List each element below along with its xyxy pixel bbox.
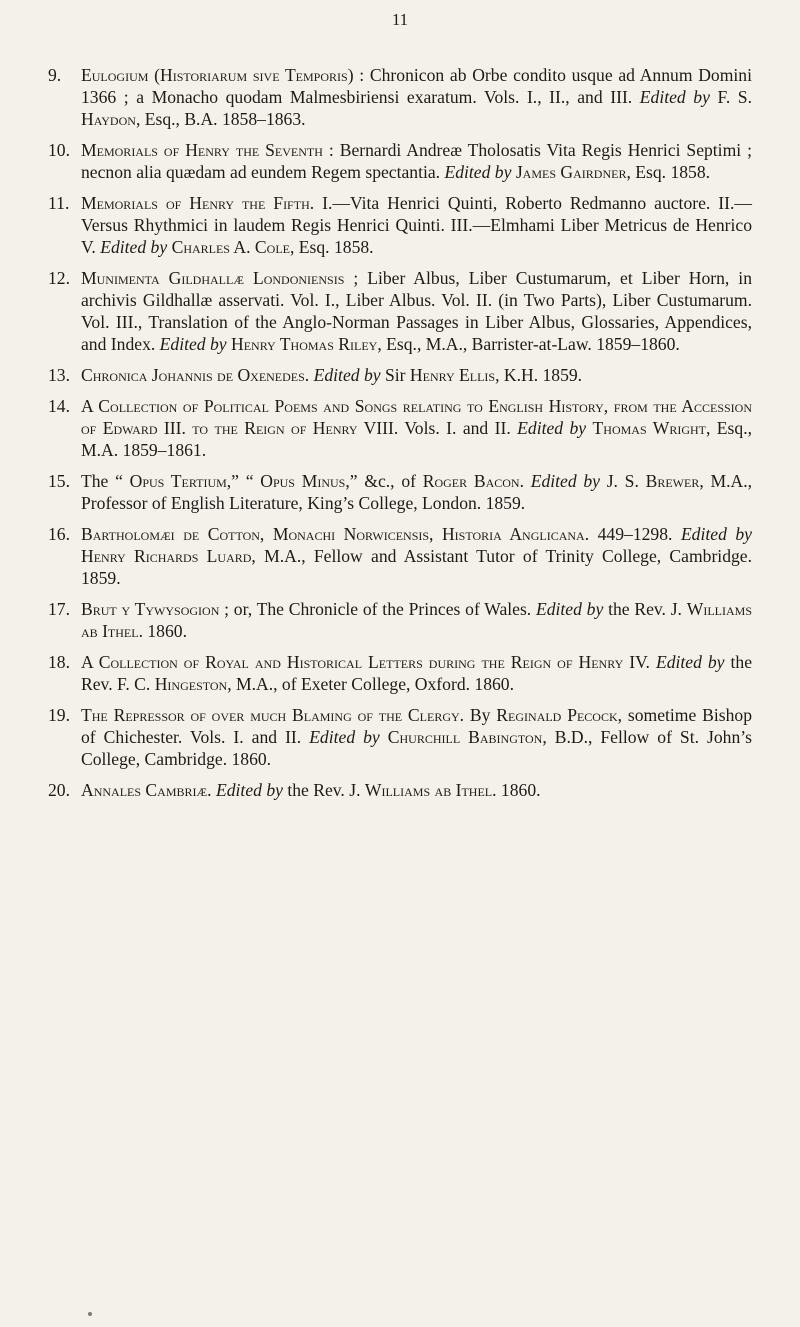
edited-by-text: Edited by	[444, 162, 512, 182]
entry-text: ,” “	[226, 471, 261, 491]
entry-text: : Chronicon ab Orbe condito usque ad Annum Domini 1366 ; a Monacho quodam Malmesbiriensi exaratum. Vols. I., II., and III.	[81, 65, 752, 107]
entry-number: 18.	[48, 652, 70, 672]
edited-by-text: Edited by	[530, 471, 600, 491]
entry-text: the Rev. J.	[603, 599, 687, 619]
entry-text	[380, 727, 388, 747]
edited-by-text: Edited by	[100, 237, 168, 257]
entry-number: 16.	[48, 524, 70, 544]
entry-number: 11.	[48, 193, 70, 213]
page-number: 11	[391, 10, 409, 29]
edited-by-text: Edited by	[517, 418, 587, 438]
catalogue-entry	[48, 64, 752, 130]
entry-text: , B.D., Fellow of St. John’s College, Cambridge. 1860.	[81, 727, 752, 769]
entry-text: , Esq. 1858.	[626, 162, 711, 182]
entry-title-text: Chronica Johannis de Oxenedes.	[81, 365, 310, 385]
entry-title-text: Henry Thomas Riley	[231, 334, 378, 354]
entry-title-text: Henry Richards Luard	[81, 546, 252, 566]
entry-text: , M.A., Professor of English Literature, King’s College, London. 1859.	[81, 471, 752, 513]
entry-text	[524, 471, 531, 491]
entry-title-text: Churchill Babington	[387, 727, 543, 747]
entry-number: 14.	[48, 396, 70, 416]
entry-text: , M.A., of Exeter College, Oxford. 1860.	[227, 674, 515, 694]
edited-by-text: Edited by	[216, 780, 283, 800]
catalogue-entry	[48, 192, 752, 258]
entry-title-text: Roger Bacon.	[422, 471, 524, 491]
edited-by-text: Edited by	[535, 599, 604, 619]
entry-title-text: Henry Ellis	[409, 365, 496, 385]
entry-number: 10.	[48, 140, 70, 160]
entry-number: 9.	[48, 65, 62, 85]
edited-by-text: Edited by	[309, 727, 380, 747]
edited-by-text: Edited by	[159, 334, 227, 354]
catalogue-entries	[48, 64, 752, 810]
entry-text: I.—Vita Henrici Quinti, Roberto Redmanno auctore. II.—Versus Rhythmici in laudem Regis Henrici Quinti. III.—Elmhami Liber Metricus de Henrico V.	[81, 193, 752, 257]
entry-title-text: Brut y Tywysogion	[81, 599, 220, 619]
catalogue-entry	[48, 395, 752, 461]
catalogue-entry	[48, 267, 752, 355]
entry-title-text: Charles A. Cole	[171, 237, 290, 257]
entry-text: 449–1298.	[589, 524, 681, 544]
entry-title-text: The Repressor of over much Blaming of the Clergy.	[81, 705, 465, 725]
entry-text: The “	[81, 471, 130, 491]
catalogue-entry	[48, 598, 752, 642]
entry-text: , Esq. 1858.	[289, 237, 374, 257]
catalogue-entry	[48, 704, 752, 770]
entry-text: J. S.	[599, 471, 646, 491]
entry-title-text: Eulogium (Historiarum sive Temporis)	[81, 65, 354, 85]
entry-text: : Bernardi Andreæ Tholosatis Vita Regis Henrici Septimi ; necnon alia quædam ad eundem Regem spectantia.	[81, 140, 752, 182]
entry-text: 1860.	[496, 780, 541, 800]
entry-number: 13.	[48, 365, 70, 385]
catalogue-entry	[48, 470, 752, 514]
entry-text: the Rev. J.	[282, 780, 365, 800]
entry-text: , sometime Bishop of Chichester. Vols. I. and II.	[81, 705, 752, 747]
entry-title-text: Williams ab Ithel.	[364, 780, 497, 800]
entry-text: By	[464, 705, 497, 725]
entry-title-text: A Collection of Royal and Historical Letters during the Reign of Henry IV.	[81, 652, 650, 672]
entry-number: 15.	[48, 471, 70, 491]
entry-text: Vols. I. and II.	[398, 418, 518, 438]
entry-text: ; Liber Albus, Liber Custumarum, et Liber Horn, in archivis Gildhallæ asservati. Vol. I., Liber Albus. Vol. II. (in Two Parts), Liber Custumarum. Vol. III., Translation of the Anglo-Norman Passages in Liber Albus, Glossaries, Appendices, and Index.	[81, 268, 752, 354]
entry-number: 17.	[48, 599, 70, 619]
entry-text: F. S.	[709, 87, 752, 107]
entry-text: Sir	[380, 365, 410, 385]
entry-title-text: A Collection of Political Poems and Songs relating to English History, from the Accession of Edward III. to the Reign of Henry VIII.	[81, 396, 752, 438]
entry-title-text: Annales Cambriæ.	[81, 780, 212, 800]
entry-title-text: Haydon	[81, 109, 136, 129]
entry-text: , K.H. 1859.	[495, 365, 583, 385]
page-blemish	[88, 1312, 92, 1316]
entry-title-text: Reginald Pecock	[496, 705, 618, 725]
entry-title-text: Hingeston	[154, 674, 228, 694]
entry-title-text: Thomas Wright	[592, 418, 706, 438]
entry-title-text: Williams ab Ithel.	[81, 599, 752, 641]
entry-title-text: Opus Minus	[260, 471, 346, 491]
entry-text: , M.A., Fellow and Assistant Tutor of Trinity College, Cambridge. 1859.	[81, 546, 752, 588]
catalogue-entry	[48, 364, 752, 386]
catalogue-entry	[48, 779, 752, 801]
entry-title-text: James Gairdner	[515, 162, 627, 182]
entry-text: , Esq., B.A. 1858–1863.	[135, 109, 306, 129]
catalogue-entry	[48, 651, 752, 695]
entry-number: 12.	[48, 268, 70, 288]
entry-number: 20.	[48, 780, 70, 800]
entry-text: ; or, The Chronicle of the Princes of Wales.	[219, 599, 536, 619]
edited-by-text: Edited by	[680, 524, 752, 544]
entry-text: 1860.	[142, 621, 187, 641]
entry-title-text: Memorials of Henry the Seventh	[81, 140, 323, 160]
entry-title-text: Opus Tertium	[129, 471, 227, 491]
edited-by-text: Edited by	[639, 87, 710, 107]
catalogue-entry	[48, 139, 752, 183]
catalogue-entry	[48, 523, 752, 589]
entry-title-text: Munimenta Gildhallæ Londoniensis	[81, 268, 345, 288]
entry-title-text: Memorials of Henry the Fifth.	[81, 193, 315, 213]
entry-text: the Rev. F. C.	[81, 652, 752, 694]
entry-number: 19.	[48, 705, 70, 725]
edited-by-text: Edited by	[655, 652, 725, 672]
entry-text: , Esq., M.A., Barrister-at-Law. 1859–1860.	[377, 334, 680, 354]
entry-title-text: Bartholomæi de Cotton, Monachi Norwicensis, Historia Anglicana.	[81, 524, 590, 544]
edited-by-text: Edited by	[313, 365, 381, 385]
entry-text: , Esq., M.A. 1859–1861.	[81, 418, 752, 460]
entry-text: ,” &c., of	[345, 471, 423, 491]
entry-title-text: Brewer	[645, 471, 700, 491]
